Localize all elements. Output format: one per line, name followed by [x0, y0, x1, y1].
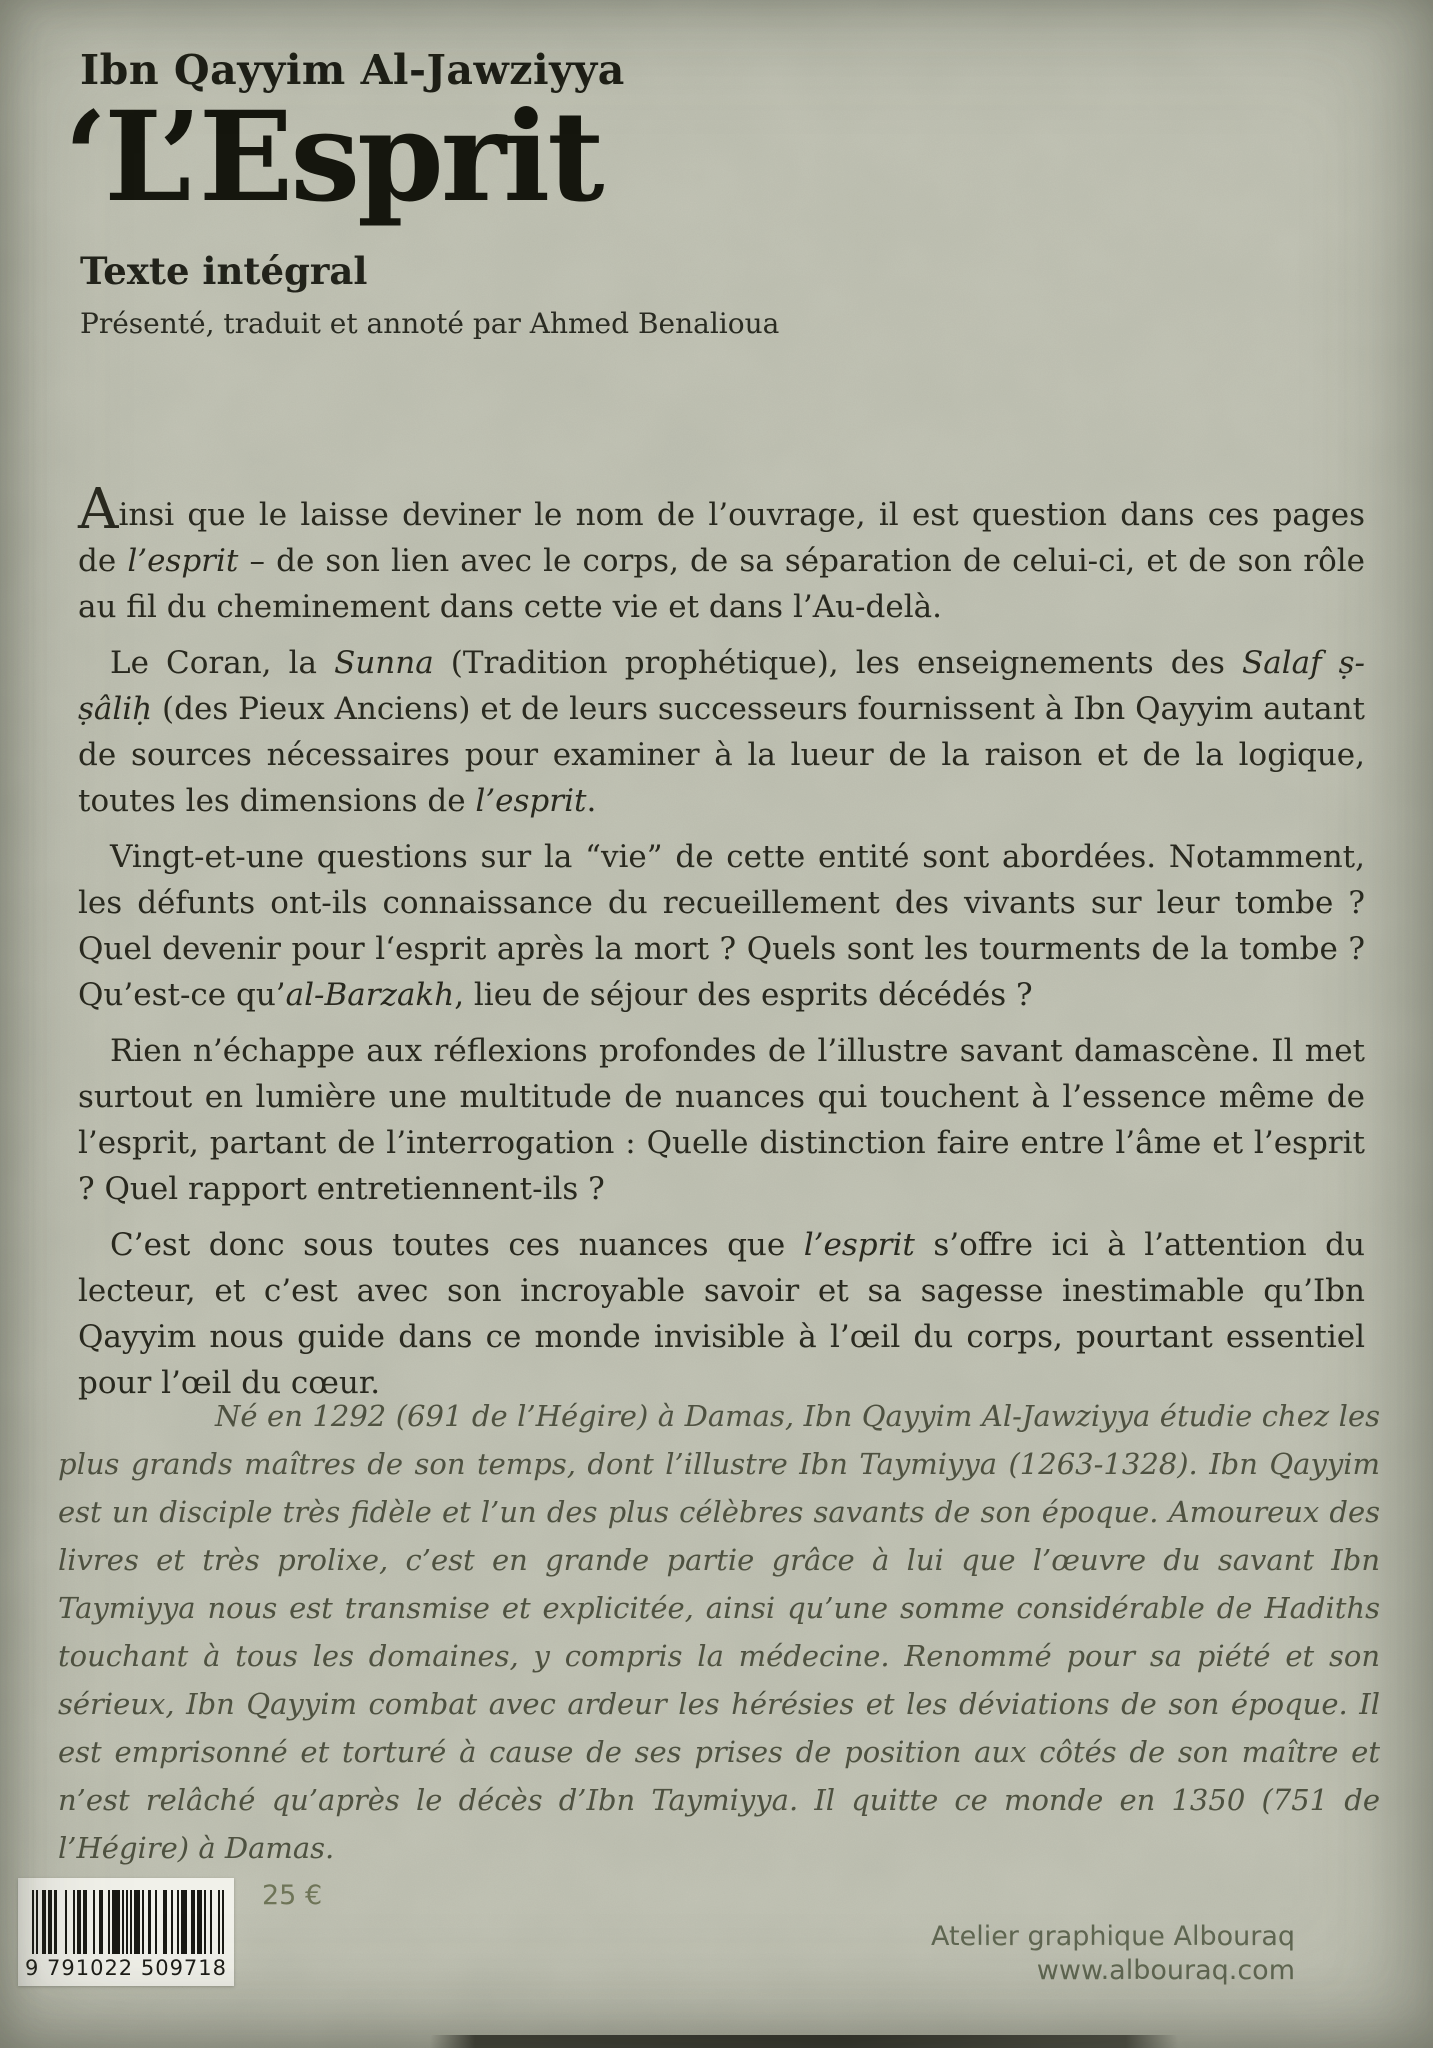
synopsis [78, 477, 1366, 1416]
drop-cap: A [78, 477, 119, 542]
synopsis-paragraph [78, 477, 1366, 630]
publisher-credit [931, 1920, 1295, 1988]
book-bottom-edge-shadow [430, 2035, 1178, 2048]
barcode-bars [32, 1890, 224, 1954]
author-biography: Né en 1292 (691 de l’Hégire) à Damas, Ibn Qayyim Al-Jawziyya étudie chez les plus grands maîtres de son temps, dont l’illustre Ibn Taymiyya (1263-1328). Ibn Qayyim est un disciple très fidèle et l’un des plus célèbres savants de son époque. Amoureux des livres et très prolixe, c’est en grande partie grâce à lui que l’œuvre du savant Ibn Taymiyya nous est transmise et explicitée, ainsi qu’une somme considérable de Hadiths touchant à tous les domaines, y compris la médecine. Renommé pour sa piété et son sérieux, Ibn Qayyim combat avec ardeur les hérésies et les déviations de son époque. Il est emprisonné et torturé à cause de ses prises de position aux côtés de son maître et n’est relâché qu’après le décès d’Ibn Taymiyya. Il quitte ce monde en 1350 (751 de l’Hégire) à Damas. [58, 1399, 1380, 1865]
price-label: 25 € [262, 1880, 323, 1911]
synopsis-paragraph: Vingt-et-une questions sur la “vie” de cette entité sont abordées. Notamment, les défunts ont-ils connaissance du recueillement des vivants sur leur tombe ? Quel devenir pour l‘esprit après la mort ? Quels sont les tourments de la tombe ? Qu’est-ce qu’al-Barzakh, lieu de séjour des esprits décédés ? [78, 839, 1365, 1013]
synopsis-paragraph: Le Coran, la Sunna (Tradition prophétique), les enseignements des Salaf ṣ-ṣâliḥ (des Pieux Anciens) et de leurs successeurs fournissent à Ibn Qayyim autant de sources nécessaires pour examiner à la lueur de la raison et de la logique, toutes les dimensions de l’esprit. [78, 645, 1366, 819]
barcode-label [18, 1878, 234, 1986]
synopsis-paragraph: Rien n’échappe aux réflexions profondes de l’illustre savant damascène. Il met surtout en lumière une multitude de nuances qui touchent à l’essence même de l’esprit, partant de l’interrogation : Quelle distinction faire entre l’âme et l’esprit ? Quel rapport entretiennent-ils ? [78, 1033, 1365, 1207]
edition-subtitle: Texte intégral [80, 248, 368, 293]
publisher-website: www.albouraq.com [1036, 1955, 1295, 1986]
synopsis-paragraph: C’est donc sous toutes ces nuances que l’esprit s’offre ici à l’attention du lecteur, et c’est avec son incroyable savoir et sa sagesse inestimable qu’Ibn Qayyim nous guide dans ce monde invisible à l’œil du corps, pourtant essentiel pour l’œil du cœur. [78, 1227, 1365, 1401]
barcode-digits: 9 791022 509718 [24, 1956, 228, 1980]
author-name: Ibn Qayyim Al-Jawziyya [80, 46, 625, 94]
header [64, 46, 1373, 340]
publisher-studio: Atelier graphique Albouraq [931, 1921, 1295, 1952]
paragraph-text: insi que le laisse deviner le nom de l’ouvrage, il est question dans ces pages de l’esprit – de son lien avec le corps, de sa séparation de celui-ci, et de son rôle au fil du cheminement dans cette vie et dans l’Au-delà. [78, 497, 1366, 625]
book-title: ‘L’Esprit [64, 85, 602, 230]
translator-byline: Présenté, traduit et annoté par Ahmed Benalioua [80, 306, 780, 340]
